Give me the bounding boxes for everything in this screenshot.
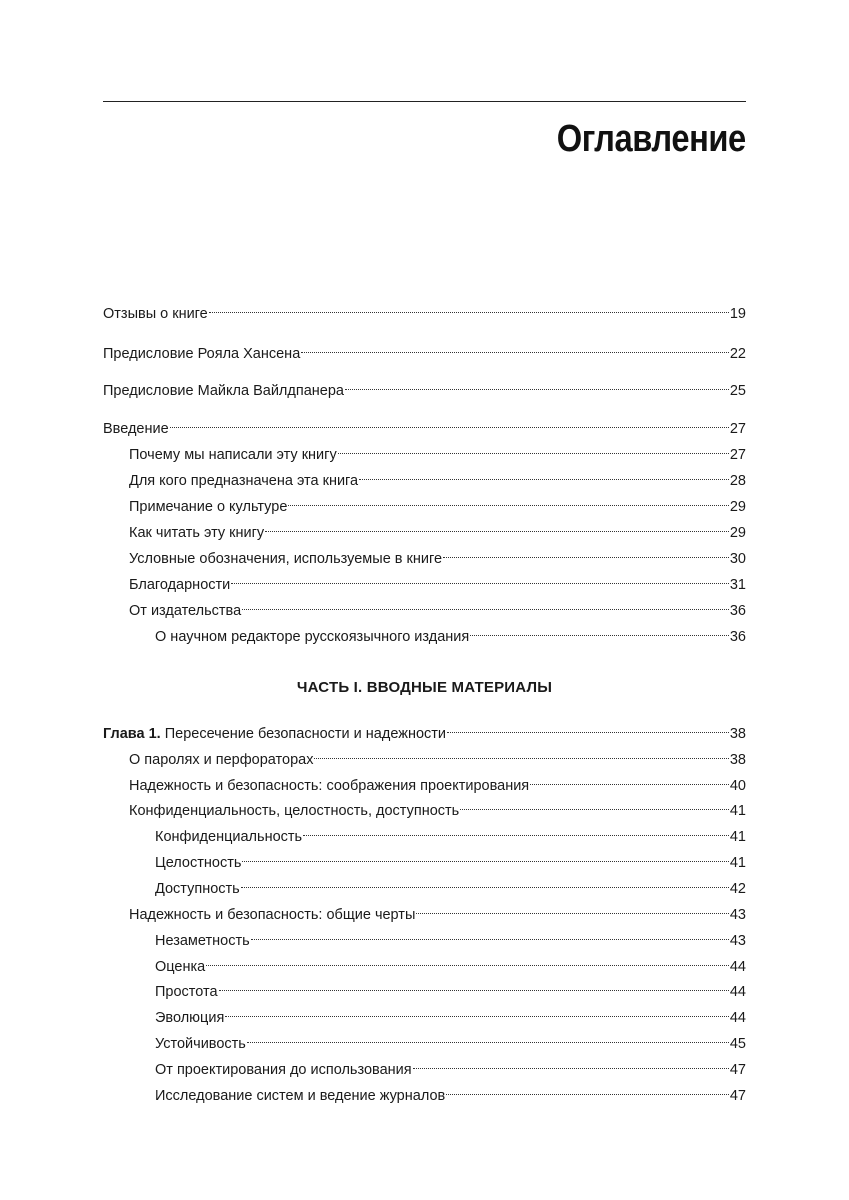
toc-page-number: 40 [729,778,746,794]
toc-entry-label: Конфиденциальность [155,829,303,845]
toc-entry-label: Надежность и безопасность: соображения проектирования [129,778,530,794]
toc-subsubentry[interactable] [103,1026,746,1052]
toc-page-number: 44 [729,959,746,975]
chapter-prefix: Глава 1. [103,726,161,742]
toc-entry-introduction[interactable] [103,411,746,437]
toc-page-number: 43 [729,907,746,923]
toc-subentry[interactable] [103,742,746,768]
dot-leader [416,897,728,919]
toc-page-number: 22 [729,346,746,362]
dot-leader [288,489,728,511]
toc-entry-reviews[interactable] [103,296,746,322]
toc-page-number: 41 [729,803,746,819]
toc-subsubentry[interactable] [103,871,746,897]
toc-entry-label: Почему мы написали эту книгу [129,447,337,463]
toc-subsubentry[interactable] [103,949,746,975]
toc-entry-label: Для кого предназначена эта книга [129,473,359,489]
toc-subsubentry[interactable] [103,1078,746,1104]
toc-page-number: 38 [729,726,746,742]
toc-subentry[interactable] [103,768,746,794]
toc-entry-label: Исследование систем и ведение журналов [155,1088,446,1104]
toc-page-number: 44 [729,984,746,1000]
dot-leader [251,923,729,945]
dot-leader [242,845,728,867]
dot-leader [345,373,729,395]
dot-leader [219,974,729,996]
toc-subsubentry[interactable] [103,923,746,949]
dot-leader [170,411,729,433]
dot-leader [470,619,729,641]
toc-page-number: 36 [729,629,746,645]
toc-page-number: 29 [729,525,746,541]
toc-page-number: 47 [729,1088,746,1104]
toc-subsubentry[interactable] [103,619,746,645]
toc-subsubentry[interactable] [103,1000,746,1026]
toc-entry-label: Отзывы о книге [103,306,208,322]
toc-subentry[interactable] [103,897,746,923]
toc-entry-chapter-1[interactable] [103,716,746,742]
toc-page-number: 31 [729,577,746,593]
top-rule [103,101,746,102]
toc-entry-label: Предисловие Рояла Хансена [103,346,301,362]
dot-leader [338,437,729,459]
dot-leader [303,819,729,841]
toc-entry-label: Как читать эту книгу [129,525,265,541]
toc-entry-label: Введение [103,421,169,437]
toc-page-number: 45 [729,1036,746,1052]
toc-entry-label: Незаметность [155,933,250,949]
toc-page-number: 28 [729,473,746,489]
toc-entry-label: Благодарности [129,577,231,593]
toc-page-number: 29 [729,499,746,515]
dot-leader [265,515,729,537]
dot-leader [447,716,729,738]
toc-subentry[interactable] [103,515,746,541]
toc-page-number: 41 [729,829,746,845]
toc-entry-label: Устойчивость [155,1036,246,1052]
document-page [103,0,746,1200]
toc-entry-label: О научном редакторе русскоязычного издания [155,629,470,645]
toc-entry-label: Условные обозначения, используемые в книге [129,551,443,567]
toc-page-number: 38 [729,752,746,768]
toc-entry-label: Простота [155,984,218,1000]
dot-leader [359,463,729,485]
toc-page-number: 27 [729,447,746,463]
toc-entry-label: Доступность [155,881,240,897]
dot-leader [231,567,729,589]
dot-leader [225,1000,729,1022]
dot-leader [443,541,729,563]
toc-subsubentry[interactable] [103,974,746,1000]
toc-entry-label: Оценка [155,959,206,975]
toc-subsubentry[interactable] [103,1052,746,1078]
page-title: Оглавление [556,118,746,160]
toc-page-number: 25 [729,383,746,399]
toc-entry-label: Целостность [155,855,242,871]
toc-page-number: 47 [729,1062,746,1078]
toc-entry-foreword-hansen[interactable] [103,336,746,362]
toc-subentry[interactable] [103,541,746,567]
toc-subentry[interactable] [103,463,746,489]
dot-leader [242,593,729,615]
dot-leader [301,336,729,358]
toc-page-number: 42 [729,881,746,897]
toc-page-number: 27 [729,421,746,437]
dot-leader [530,768,729,790]
toc-entry-label: Примечание о культуре [129,499,288,515]
toc-subentry[interactable] [103,593,746,619]
toc-page-number: 36 [729,603,746,619]
dot-leader [460,793,729,815]
toc-subentry[interactable] [103,489,746,515]
toc-page-number: 43 [729,933,746,949]
dot-leader [247,1026,729,1048]
toc-subsubentry[interactable] [103,819,746,845]
toc-subentry[interactable] [103,437,746,463]
dot-leader [314,742,728,764]
toc-entry-label: Предисловие Майкла Вайлдпанера [103,383,344,399]
toc-entry-label: От издательства [129,603,242,619]
dot-leader [446,1078,729,1100]
toc-entry-foreword-wildpaner[interactable] [103,373,746,399]
toc-page-number: 44 [729,1010,746,1026]
dot-leader [206,949,729,971]
part-heading: ЧАСТЬ I. ВВОДНЫЕ МАТЕРИАЛЫ [296,679,553,696]
toc-page-number: 19 [729,306,746,322]
toc-entry-label: Конфиденциальность, целостность, доступность [129,803,460,819]
toc-page-number: 30 [729,551,746,567]
toc-entry-label: Надежность и безопасность: общие черты [129,907,416,923]
dot-leader [209,296,729,318]
toc-entry-label: От проектирования до использования [155,1062,412,1078]
dot-leader [413,1052,729,1074]
dot-leader [241,871,729,893]
toc-subentry[interactable] [103,793,746,819]
toc-page-number: 41 [729,855,746,871]
chapter-title: Пересечение безопасности и надежности [160,726,447,742]
toc-subentry[interactable] [103,567,746,593]
toc-entry-label: О паролях и перфораторах [129,752,314,768]
toc-subsubentry[interactable] [103,845,746,871]
toc-entry-label: Эволюция [155,1010,225,1026]
